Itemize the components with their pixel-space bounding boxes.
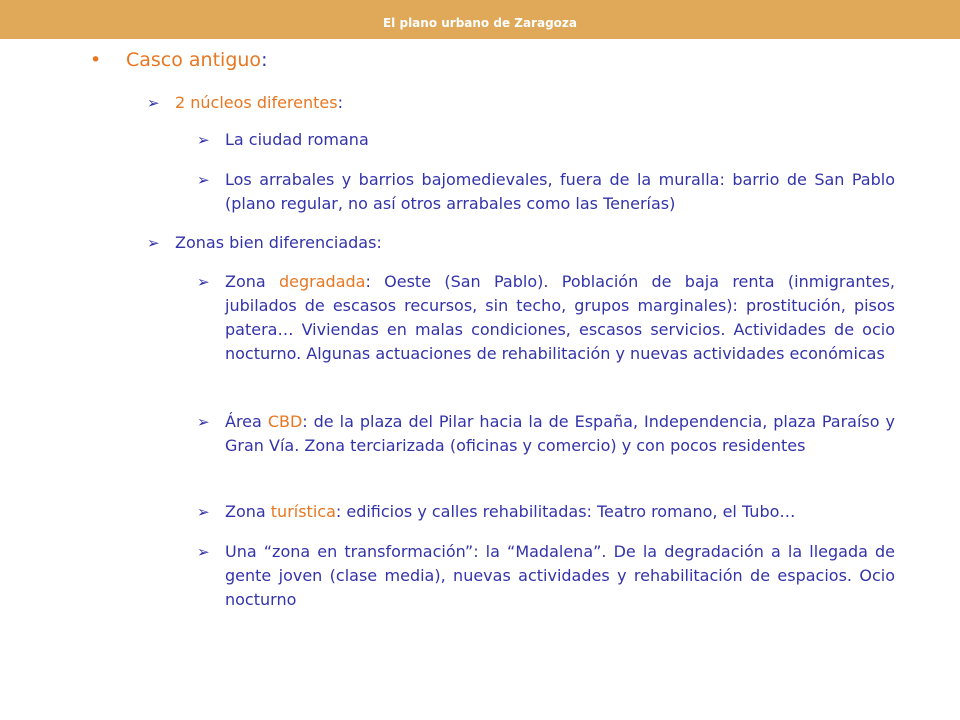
arrow-bullet-icon: ➢: [197, 171, 210, 189]
area-cbd-key: CBD: [267, 412, 303, 431]
zona-turistica-item: [197, 500, 895, 524]
zona-degradada-item: [197, 270, 895, 366]
madalena-text: Una “zona en transformación”: la “Madalena”. De la degradación a la llegada de gente joven (clase media), nuevas actividades y rehabilitación de espacios. Ocio nocturno: [225, 542, 895, 609]
madalena-item: [197, 540, 895, 612]
arrabales-text: Los arrabales y barrios bajomedievales, fuera de la muralla: barrio de San Pablo (plano regular, no así otros arrabales como las Tenerías): [225, 170, 895, 213]
area-cbd-item: [197, 410, 896, 458]
arrow-bullet-icon: ➢: [197, 273, 210, 291]
arrow-bullet-icon: ➢: [197, 503, 210, 521]
zona-turistica-key: turística: [270, 502, 336, 521]
zonas-item: [147, 231, 875, 255]
zona-degradada-pre: Zona: [225, 272, 279, 291]
casco-antiguo-colon: :: [261, 49, 268, 71]
arrow-bullet-icon: ➢: [197, 543, 210, 561]
bullet-icon: •: [90, 49, 102, 71]
casco-antiguo-label: Casco antiguo: [126, 49, 262, 71]
arrow-bullet-icon: ➢: [147, 94, 160, 112]
area-cbd-pre: Área: [225, 412, 268, 431]
nucleos-colon: :: [337, 93, 343, 112]
ciudad-romana-item: [197, 128, 895, 152]
casco-antiguo-heading: [90, 49, 267, 71]
arrabales-item: [197, 168, 895, 216]
arrow-bullet-icon: ➢: [147, 234, 160, 252]
zonas-label: Zonas bien diferenciadas:: [175, 233, 382, 252]
nucleos-label: 2 núcleos diferentes: [175, 93, 338, 112]
slide-title: El plano urbano de Zaragoza: [382, 16, 577, 30]
arrow-bullet-icon: ➢: [197, 413, 210, 431]
slide-header: [0, 0, 960, 39]
nucleos-item: [147, 91, 875, 115]
zona-degradada-key: degradada: [279, 272, 366, 291]
zona-degradada-text: : Oeste (San Pablo). Población de baja renta (inmigrantes, jubilados de escasos recursos, sin techo, grupos marginales): prostitución, pisos patera… Viviendas en malas condiciones, escasos servicios. Actividades de ocio nocturno. Algunas actuaciones de rehabilitación y nuevas actividades económicas: [225, 272, 895, 363]
zona-turistica-text: : edificios y calles rehabilitadas: Teatro romano, el Tubo…: [335, 502, 796, 521]
zona-turistica-pre: Zona: [225, 502, 271, 521]
arrow-bullet-icon: ➢: [197, 131, 210, 149]
ciudad-romana-text: La ciudad romana: [225, 130, 369, 149]
area-cbd-text: : de la plaza del Pilar hacia la de España, Independencia, plaza Paraíso y Gran Vía. Zona terciarizada (oficinas y comercio) y con pocos residentes: [225, 412, 896, 455]
